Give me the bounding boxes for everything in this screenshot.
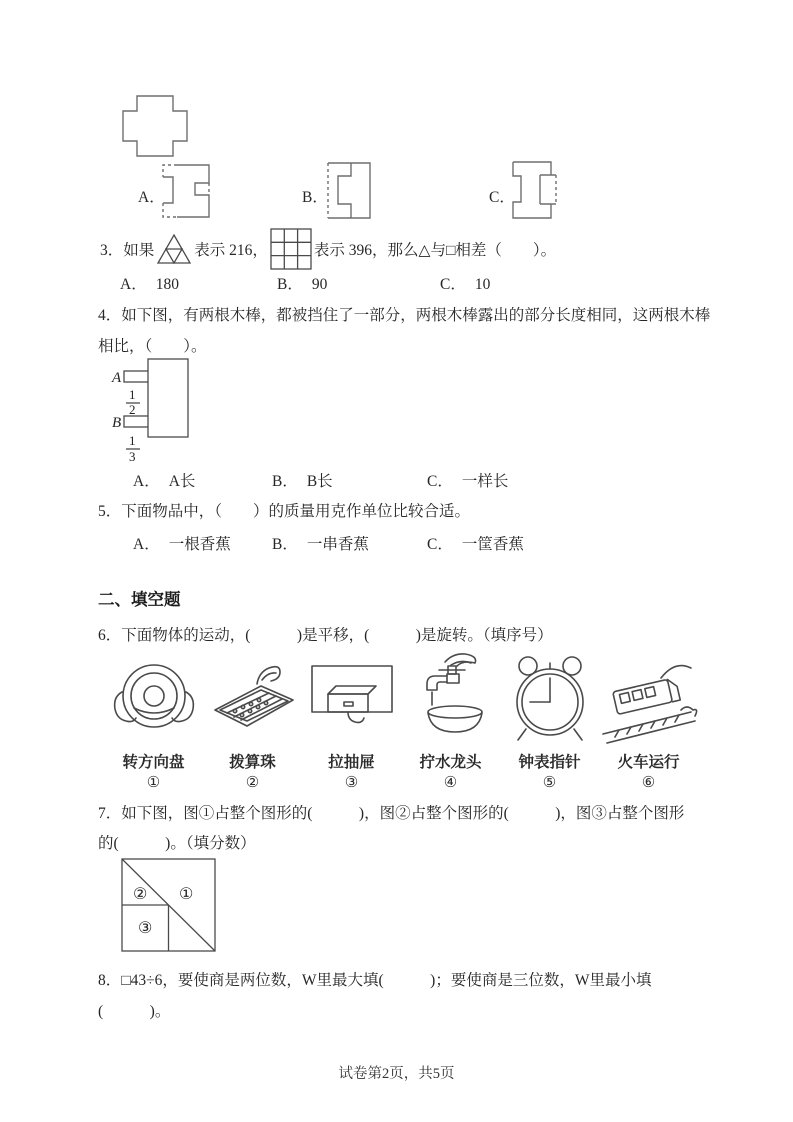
drawer-icon [306, 656, 398, 746]
q8-stem-line2: ( )。 [98, 1003, 171, 1020]
alarm-clock-icon [504, 650, 596, 746]
q7-stem-line2: 的( )。（填分数） [98, 835, 256, 852]
q4-sticks-figure [110, 357, 194, 467]
q2-option-a-figure [163, 164, 211, 219]
q2-option-b-label: B． [302, 189, 328, 206]
q6-caption-faucet: 拧水龙头 [419, 754, 482, 771]
q4-stick-a-label: A [112, 370, 122, 386]
q5-option-c [427, 532, 524, 554]
q4-stem-line1: 4．如下图，有两根木棒，都被挡住了一部分，两根木棒露出的部分长度相同，这两根木棒 [98, 307, 711, 324]
q4-options [0, 469, 793, 493]
q8-stem-line1: 8．□43÷6，要使商是两位数，W里最大填( )；要使商是三位数，W里最小填 [98, 972, 652, 989]
q6-item-steering-wheel [104, 650, 203, 792]
q4-option-c-label: C． [427, 473, 453, 490]
q5-option-b-label: B． [272, 536, 298, 553]
q5-option-b-value: 一串香蕉 [306, 536, 369, 553]
q7-region-2-label: ② [133, 886, 148, 903]
q6-number-1: ① [146, 775, 161, 791]
q3-option-c-value: 10 [474, 276, 491, 293]
q4-stem-line2: 相比，（ ）。 [98, 338, 207, 355]
q3-option-b-label: B． [277, 276, 303, 293]
q2-option-a-label: A． [138, 189, 165, 206]
q4-option-a-value: A长 [168, 473, 196, 490]
q3-grid-symbol [270, 228, 312, 270]
section-title-fill-in-blanks: 二、填空题 [98, 590, 181, 609]
q3-triangle-symbol [156, 233, 192, 265]
q3-text-1: 3．如果 [100, 242, 155, 259]
q6-number-3: ③ [344, 775, 359, 791]
q2-option-c-label: C． [489, 189, 515, 206]
q2-cross-figure [122, 95, 188, 157]
q4-option-c-value: 一样长 [461, 473, 509, 490]
q7-square-figure [121, 858, 217, 953]
q2-option-b-figure [327, 162, 371, 219]
page-footer: 试卷第2页，共5页 [338, 1066, 455, 1082]
q6-number-4: ④ [443, 775, 458, 791]
q3-option-a-value: 180 [155, 276, 179, 293]
q3-text-3: 表示 396，那么△与□相差（ ）。 [313, 242, 557, 259]
q5-option-c-value: 一筐香蕉 [461, 536, 524, 553]
q5-option-a [133, 532, 231, 554]
q4-option-b-value: B长 [306, 473, 333, 490]
q6-number-2: ② [245, 775, 260, 791]
q6-caption-train: 火车运行 [617, 754, 680, 771]
q3-text-2: 表示 216， [194, 242, 268, 259]
q4-frac-a-denominator: 2 [129, 402, 136, 417]
q6-item-clock [500, 650, 599, 792]
q3-option-c [440, 272, 490, 294]
q6-number-5: ⑤ [542, 775, 557, 791]
q6-caption-steering-wheel: 转方向盘 [122, 754, 185, 771]
q5-option-a-label: A． [133, 536, 160, 553]
steering-wheel-icon [108, 652, 200, 746]
q4-frac-a-numerator: 1 [129, 387, 136, 402]
q6-caption-drawer: 拉抽屉 [328, 754, 375, 771]
faucet-icon [405, 652, 497, 746]
q4-frac-b-numerator: 1 [129, 433, 136, 448]
q5-option-c-label: C． [427, 536, 453, 553]
q4-option-b [272, 469, 333, 491]
q4-option-a-label: A． [133, 473, 160, 490]
abacus-icon [205, 654, 301, 746]
train-icon [601, 652, 697, 746]
q3-option-c-label: C． [440, 276, 466, 293]
q3-option-a [120, 272, 179, 294]
q7-region-1-label: ① [179, 886, 194, 903]
q3-option-b [277, 272, 327, 294]
q6-item-drawer [302, 650, 401, 792]
q4-stick-b-label: B [112, 415, 122, 431]
q3-stem [98, 227, 558, 271]
q6-number-6: ⑥ [641, 775, 656, 791]
q6-caption-clock-hands: 钟表指针 [518, 754, 581, 771]
q5-option-b [272, 532, 369, 554]
q4-frac-b-denominator: 3 [129, 449, 136, 464]
q7-stem-line1: 7．如下图，图①占整个图形的( )，图②占整个图形的( )，图③占整个图形 [98, 805, 685, 822]
q6-item-faucet [401, 650, 500, 792]
q6-item-train [599, 650, 698, 792]
q5-options [0, 532, 793, 556]
q2-option-c-figure [513, 161, 558, 219]
q5-stem: 5．下面物品中，（ ）的质量用克作单位比较合适。 [98, 503, 471, 520]
q3-options [0, 272, 793, 296]
q3-option-b-value: 90 [311, 276, 328, 293]
q6-item-abacus [203, 650, 302, 792]
q7-region-3-label: ③ [138, 920, 153, 937]
q6-caption-abacus: 拨算珠 [229, 754, 276, 771]
q4-option-c [427, 469, 508, 491]
q3-option-a-label: A． [120, 276, 147, 293]
q4-option-b-label: B． [272, 473, 298, 490]
q6-motion-items [104, 650, 698, 792]
q6-stem: 6．下面物体的运动，( )是平移，( )是旋转。（填序号） [98, 627, 553, 644]
q4-option-a [133, 469, 195, 491]
q5-option-a-value: 一根香蕉 [168, 536, 231, 553]
